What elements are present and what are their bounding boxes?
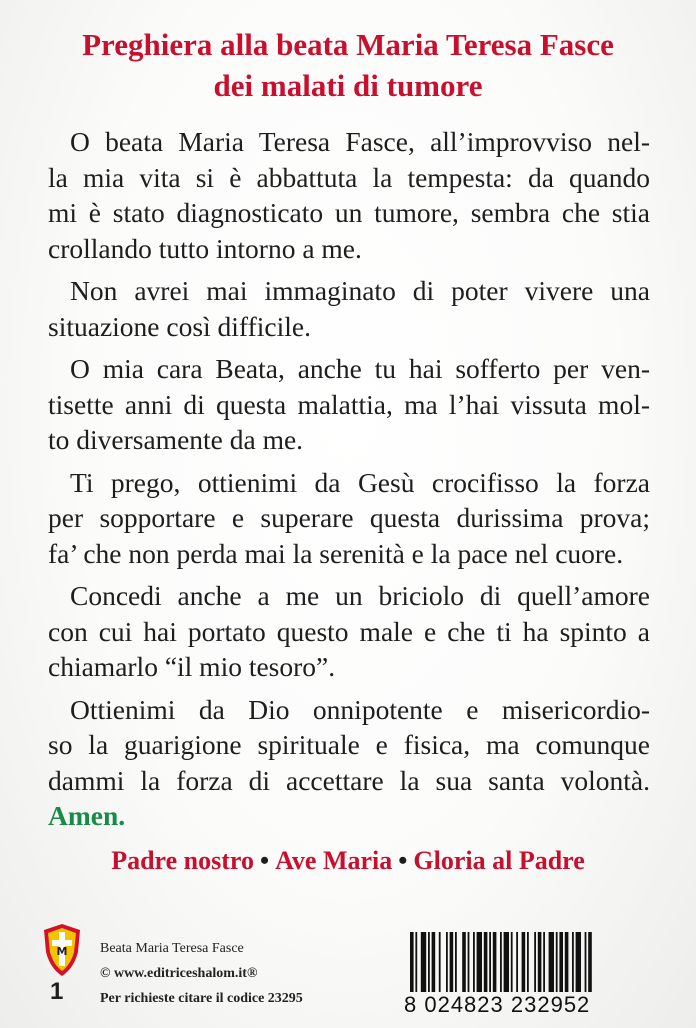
- prayer-title: [0, 24, 696, 106]
- text-line: so la guarigione spirituale e fisica, ma comunque: [48, 729, 650, 760]
- barcode: [410, 932, 656, 992]
- page-number: 1: [50, 978, 64, 1005]
- prayer-list: [0, 846, 696, 876]
- text-line: per sopportare e superare questa durissima prova;: [48, 502, 650, 533]
- text-line: situazione così difficile.: [48, 310, 311, 342]
- paragraph-3: [48, 351, 650, 458]
- prayer-body: [48, 124, 650, 834]
- text-line: Ottienimi da Dio onnipotente e misericordio-: [70, 693, 650, 725]
- text-line: O beata Maria Teresa Fasce, all’improvviso nel-: [70, 126, 650, 157]
- text-line: Ti prego, ottienimi da Gesù crocifisso la forza: [70, 466, 650, 498]
- text-line: to diversamente da me.: [48, 424, 304, 455]
- paragraph-1: [48, 124, 650, 266]
- paragraph-6: [48, 692, 650, 834]
- paragraph-2: [48, 273, 650, 344]
- bullet-separator: •: [259, 846, 270, 875]
- prayer-padre-nostro: Padre nostro: [111, 846, 254, 875]
- text-line: Concedi anche a me un briciolo di quell’amore: [70, 580, 650, 611]
- barcode-digits: 8 024823 232952: [404, 992, 591, 1017]
- publisher-info: [100, 936, 303, 1011]
- title-line-2: dei malati di tumore: [213, 68, 483, 103]
- bullet-separator: •: [398, 846, 408, 875]
- text-line: con cui hai portato questo male e che ti ha spinto a: [48, 615, 650, 647]
- paragraph-4: [48, 465, 650, 572]
- text-line: mi è stato diagnosticato un tumore, sembra che stia: [48, 197, 650, 228]
- subject-name: Beata Maria Teresa Fasce: [100, 941, 244, 956]
- text-line: fa’ che non perda mai la serenità e la pace nel cuore.: [48, 537, 624, 569]
- text-line: tisette anni di questa malattia, ma l’hai vissuta mol-: [48, 388, 650, 420]
- text-line: chiamarlo “il mio tesoro”.: [48, 651, 336, 682]
- text-line: Non avrei mai immaginato di poter vivere una: [70, 275, 650, 306]
- shalom-logo-icon: [40, 922, 84, 978]
- text-line: dammi la forza di accettare la sua santa volontà.: [48, 764, 650, 796]
- text-line: O mia cara Beata, anche tu hai sofferto per ven-: [70, 353, 650, 384]
- text-line: la mia vita si è abbattuta la tempesta: da quando: [48, 161, 650, 193]
- text-line: crollando tutto intorno a me.: [48, 232, 362, 264]
- code-note: Per richieste citare il codice 23295: [100, 991, 303, 1006]
- paragraph-5: [48, 578, 650, 685]
- prayer-ave-maria: Ave Maria: [275, 846, 393, 875]
- amen-text: Amen.: [48, 800, 126, 831]
- prayer-gloria: Gloria al Padre: [413, 846, 585, 875]
- svg-text:M: M: [56, 945, 68, 958]
- title-line-1: Preghiera alla beata Maria Teresa Fasce: [82, 27, 614, 62]
- website-text: © www.editriceshalom.it®: [100, 966, 258, 981]
